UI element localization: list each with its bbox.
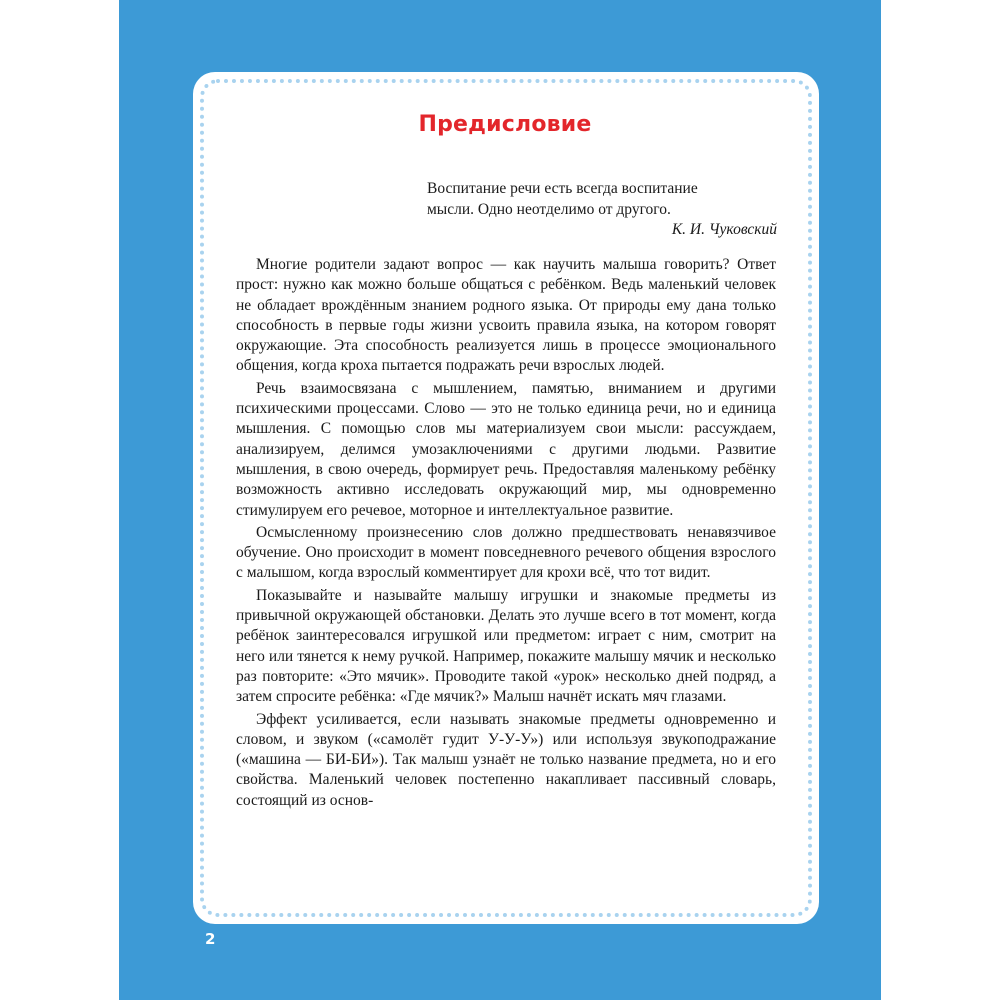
body-text — [236, 255, 776, 813]
epigraph-line-2: мысли. Одно неотделимо от другого. — [427, 200, 671, 218]
paragraph: Многие родители задают вопрос — как научить малыша говорить? Ответ прост: нужно как можно больше общаться с ребёнком. Ведь маленький человек не обладает врождённым знанием родного языка. От природы ему дана только способность в первые годы жизни усвоить правила языка, на котором говорят окружающие. Эта способность реализуется лишь в процессе эмоционального общения, когда кроха пытается подражать речи взрослых людей. — [236, 256, 776, 375]
epigraph-author: К. И. Чуковский — [671, 221, 777, 238]
epigraph-line-1: Воспитание речи есть всегда воспитание — [427, 180, 698, 197]
page-number: 2 — [205, 930, 216, 948]
paragraph: Осмысленному произнесению слов должно предшествовать ненавязчивое обучение. Оно происходит в момент повседневного речевого общения взрослого с малышом, когда взрослый комментирует для крохи всё, что тот видит. — [236, 523, 776, 582]
page-title: Предисловие — [418, 112, 592, 137]
epigraph — [427, 179, 777, 241]
paragraph: Эффект усиливается, если называть знакомые предметы одновременно и словом, и звуком («самолёт гудит У-У-У») или используя звукоподражание («машина — БИ-БИ»). Так малыш узнаёт не только название предмета, но и его свойства. Маленький человек постепенно накапливает пассивный словарь, состоящий из основ- — [236, 710, 776, 809]
paragraph: Показывайте и называйте малышу игрушки и знакомые предметы из привычной окружающей обстановки. Делать это лучше всего в тот момент, когда ребёнок заинтересовался игрушкой или предметом: играет с ним, смотрит на него или тянется к нему ручкой. Например, покажите малышу мячик и несколько раз повторите: «Это мячик». Проводите такой «урок» несколько дней подряд, а затем спросите ребёнка: «Где мячик?» Малыш начнёт искать мяч глазами. — [236, 586, 776, 706]
paragraph: Речь взаимосвязана с мышлением, памятью, вниманием и другими психическими процессами. Слово — это не только единица речи, но и единица мышления. С помощью слов мы материализуем свои мысли: рассуждаем, анализируем, делимся умозаключениями с другими людьми. Развитие мышления, в свою очередь, формирует речь. Предоставляя маленькому ребёнку возможность активно исследовать окружающий мир, мы одновременно стимулируем его речевое, моторное и интеллектуальное развитие. — [236, 379, 776, 519]
